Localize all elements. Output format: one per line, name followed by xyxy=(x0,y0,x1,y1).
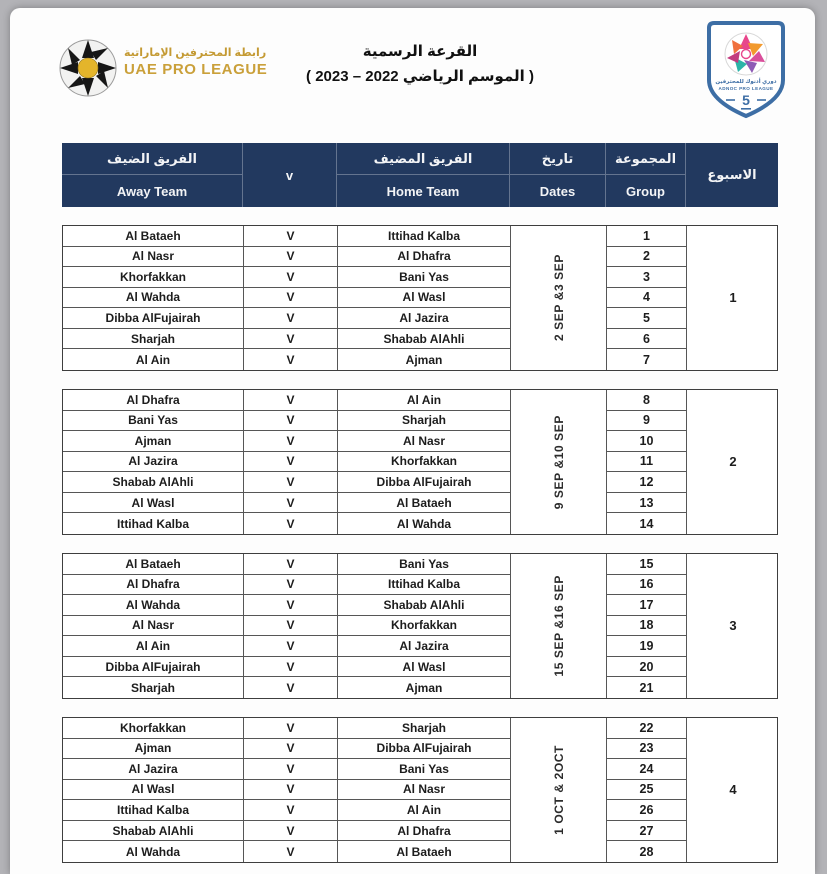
away-team-cell: Shabab AlAhli xyxy=(63,821,244,842)
away-team-cell: Al Dhafra xyxy=(63,575,244,596)
home-team-cell: Al Dhafra xyxy=(338,247,511,268)
away-team-cell: Ittihad Kalba xyxy=(63,513,244,534)
away-team-cell: Al Wahda xyxy=(63,595,244,616)
away-team-cell: Al Bataeh xyxy=(63,226,244,247)
away-team-cell: Dibba AlFujairah xyxy=(63,308,244,329)
home-team-cell: Al Jazira xyxy=(338,636,511,657)
home-team-cell: Dibba AlFujairah xyxy=(338,739,511,760)
away-team-cell: Al Ain xyxy=(63,349,244,370)
away-team-cell: Al Wasl xyxy=(63,780,244,801)
away-team-cell: Shabab AlAhli xyxy=(63,472,244,493)
header-group-english: Group xyxy=(606,175,686,207)
group-number-cell: 22 xyxy=(607,718,687,739)
uae-league-name-english: UAE PRO LEAGUE xyxy=(124,61,268,78)
away-team-cell: Al Wahda xyxy=(63,288,244,309)
match-dates-label: 15 SEP &16 SEP xyxy=(551,575,566,677)
document-page xyxy=(10,8,815,874)
away-team-cell: Al Dhafra xyxy=(63,390,244,411)
versus-cell: V xyxy=(244,411,338,432)
versus-cell: V xyxy=(244,800,338,821)
group-number-cell: 10 xyxy=(607,431,687,452)
home-team-cell: Al Jazira xyxy=(338,308,511,329)
match-dates-cell xyxy=(511,718,607,862)
week-1-block xyxy=(62,225,778,371)
versus-cell: V xyxy=(244,226,338,247)
versus-cell: V xyxy=(244,616,338,637)
versus-cell: V xyxy=(244,493,338,514)
home-team-cell: Bani Yas xyxy=(338,554,511,575)
versus-cell: V xyxy=(244,247,338,268)
group-number-cell: 6 xyxy=(607,329,687,350)
badge-number-five: 5 xyxy=(742,92,750,108)
fixtures-table xyxy=(62,143,778,863)
home-team-cell: Ajman xyxy=(338,677,511,698)
home-team-cell: Shabab AlAhli xyxy=(338,595,511,616)
header-versus: v xyxy=(243,143,337,207)
uae-league-name-arabic: رابطة المحترفين الإماراتية xyxy=(124,47,267,59)
week-3-block xyxy=(62,553,778,699)
group-number-cell: 1 xyxy=(607,226,687,247)
group-number-cell: 28 xyxy=(607,841,687,862)
group-number-cell: 26 xyxy=(607,800,687,821)
home-team-cell: Ittihad Kalba xyxy=(338,575,511,596)
group-number-cell: 7 xyxy=(607,349,687,370)
away-team-cell: Al Jazira xyxy=(63,452,244,473)
versus-cell: V xyxy=(244,595,338,616)
home-team-cell: Al Bataeh xyxy=(338,841,511,862)
versus-cell: V xyxy=(244,452,338,473)
header-away-team-arabic: الفريق الضيف xyxy=(62,143,243,175)
group-number-cell: 14 xyxy=(607,513,687,534)
group-number-cell: 5 xyxy=(607,308,687,329)
away-team-cell: Ajman xyxy=(63,739,244,760)
group-number-cell: 8 xyxy=(607,390,687,411)
away-team-cell: Ittihad Kalba xyxy=(63,800,244,821)
home-team-cell: Bani Yas xyxy=(338,267,511,288)
versus-cell: V xyxy=(244,821,338,842)
versus-cell: V xyxy=(244,431,338,452)
away-team-cell: Ajman xyxy=(63,431,244,452)
home-team-cell: Dibba AlFujairah xyxy=(338,472,511,493)
away-team-cell: Sharjah xyxy=(63,329,244,350)
away-team-cell: Khorfakkan xyxy=(63,718,244,739)
versus-cell: V xyxy=(244,780,338,801)
away-team-cell: Al Jazira xyxy=(63,759,244,780)
versus-cell: V xyxy=(244,472,338,493)
table-header xyxy=(62,143,778,207)
home-team-cell: Sharjah xyxy=(338,411,511,432)
versus-cell: V xyxy=(244,329,338,350)
group-number-cell: 12 xyxy=(607,472,687,493)
group-number-cell: 25 xyxy=(607,780,687,801)
away-team-cell: Bani Yas xyxy=(63,411,244,432)
away-team-cell: Al Bataeh xyxy=(63,554,244,575)
group-number-cell: 13 xyxy=(607,493,687,514)
versus-cell: V xyxy=(244,308,338,329)
home-team-cell: Al Nasr xyxy=(338,431,511,452)
badge-name-english: ADNOC PRO LEAGUE xyxy=(718,86,774,91)
home-team-cell: Al Bataeh xyxy=(338,493,511,514)
header-dates-arabic: تاريخ xyxy=(510,143,606,175)
uae-pro-league-ball-icon xyxy=(58,38,118,98)
header-group-arabic: المجموعة xyxy=(606,143,686,175)
header-home-team-arabic: الفريق المضيف xyxy=(337,143,510,175)
group-number-cell: 4 xyxy=(607,288,687,309)
group-number-cell: 23 xyxy=(607,739,687,760)
header-week-arabic: الاسبوع xyxy=(707,167,757,182)
group-number-cell: 9 xyxy=(607,411,687,432)
week-number-cell: 1 xyxy=(729,290,737,306)
away-team-cell: Dibba AlFujairah xyxy=(63,657,244,678)
match-dates-label: 9 SEP &10 SEP xyxy=(551,414,566,510)
versus-cell: V xyxy=(244,718,338,739)
adnoc-pro-league-badge xyxy=(704,20,788,122)
away-team-cell: Al Nasr xyxy=(63,616,244,637)
versus-cell: V xyxy=(244,349,338,370)
match-dates-cell xyxy=(511,554,607,698)
home-team-cell: Al Wahda xyxy=(338,513,511,534)
home-team-cell: Khorfakkan xyxy=(338,616,511,637)
versus-cell: V xyxy=(244,554,338,575)
home-team-cell: Al Wasl xyxy=(338,288,511,309)
match-dates-label: 1 OCT & 2OCT xyxy=(551,745,566,835)
match-dates-cell xyxy=(511,226,607,370)
group-number-cell: 18 xyxy=(607,616,687,637)
week-number-cell: 3 xyxy=(729,618,737,634)
versus-cell: V xyxy=(244,841,338,862)
versus-cell: V xyxy=(244,513,338,534)
away-team-cell: Al Nasr xyxy=(63,247,244,268)
away-team-cell: Sharjah xyxy=(63,677,244,698)
document-title xyxy=(245,42,595,85)
home-team-cell: Al Nasr xyxy=(338,780,511,801)
header-dates-english: Dates xyxy=(510,175,606,207)
versus-cell: V xyxy=(244,288,338,309)
home-team-cell: Al Ain xyxy=(338,800,511,821)
group-number-cell: 2 xyxy=(607,247,687,268)
week-2-block xyxy=(62,389,778,535)
header-home-team-english: Home Team xyxy=(337,175,510,207)
title-season-label: ( الموسم الرياضي 2022 – 2023 ) xyxy=(306,68,534,85)
match-dates-cell xyxy=(511,390,607,534)
week-4-block xyxy=(62,717,778,863)
group-number-cell: 11 xyxy=(607,452,687,473)
group-number-cell: 3 xyxy=(607,267,687,288)
group-number-cell: 24 xyxy=(607,759,687,780)
home-team-cell: Ajman xyxy=(338,349,511,370)
versus-cell: V xyxy=(244,267,338,288)
group-number-cell: 16 xyxy=(607,575,687,596)
group-number-cell: 21 xyxy=(607,677,687,698)
header-away-team-english: Away Team xyxy=(62,175,243,207)
versus-cell: V xyxy=(244,390,338,411)
versus-cell: V xyxy=(244,759,338,780)
away-team-cell: Al Wahda xyxy=(63,841,244,862)
versus-cell: V xyxy=(244,739,338,760)
home-team-cell: Ittihad Kalba xyxy=(338,226,511,247)
week-number-cell: 2 xyxy=(729,454,737,470)
home-team-cell: Khorfakkan xyxy=(338,452,511,473)
versus-cell: V xyxy=(244,657,338,678)
title-draw-label: القرعة الرسمية xyxy=(362,43,478,60)
home-team-cell: Bani Yas xyxy=(338,759,511,780)
versus-cell: V xyxy=(244,636,338,657)
week-number-cell: 4 xyxy=(729,782,737,798)
versus-cell: V xyxy=(244,677,338,698)
away-team-cell: Al Wasl xyxy=(63,493,244,514)
versus-cell: V xyxy=(244,575,338,596)
home-team-cell: Sharjah xyxy=(338,718,511,739)
group-number-cell: 17 xyxy=(607,595,687,616)
group-number-cell: 27 xyxy=(607,821,687,842)
away-team-cell: Al Ain xyxy=(63,636,244,657)
home-team-cell: Al Ain xyxy=(338,390,511,411)
away-team-cell: Khorfakkan xyxy=(63,267,244,288)
group-number-cell: 20 xyxy=(607,657,687,678)
home-team-cell: Shabab AlAhli xyxy=(338,329,511,350)
home-team-cell: Al Wasl xyxy=(338,657,511,678)
group-number-cell: 19 xyxy=(607,636,687,657)
home-team-cell: Al Dhafra xyxy=(338,821,511,842)
badge-name-arabic: دوري أدنوك للمحترفين xyxy=(715,79,777,85)
group-number-cell: 15 xyxy=(607,554,687,575)
match-dates-label: 2 SEP &3 SEP xyxy=(551,254,566,342)
